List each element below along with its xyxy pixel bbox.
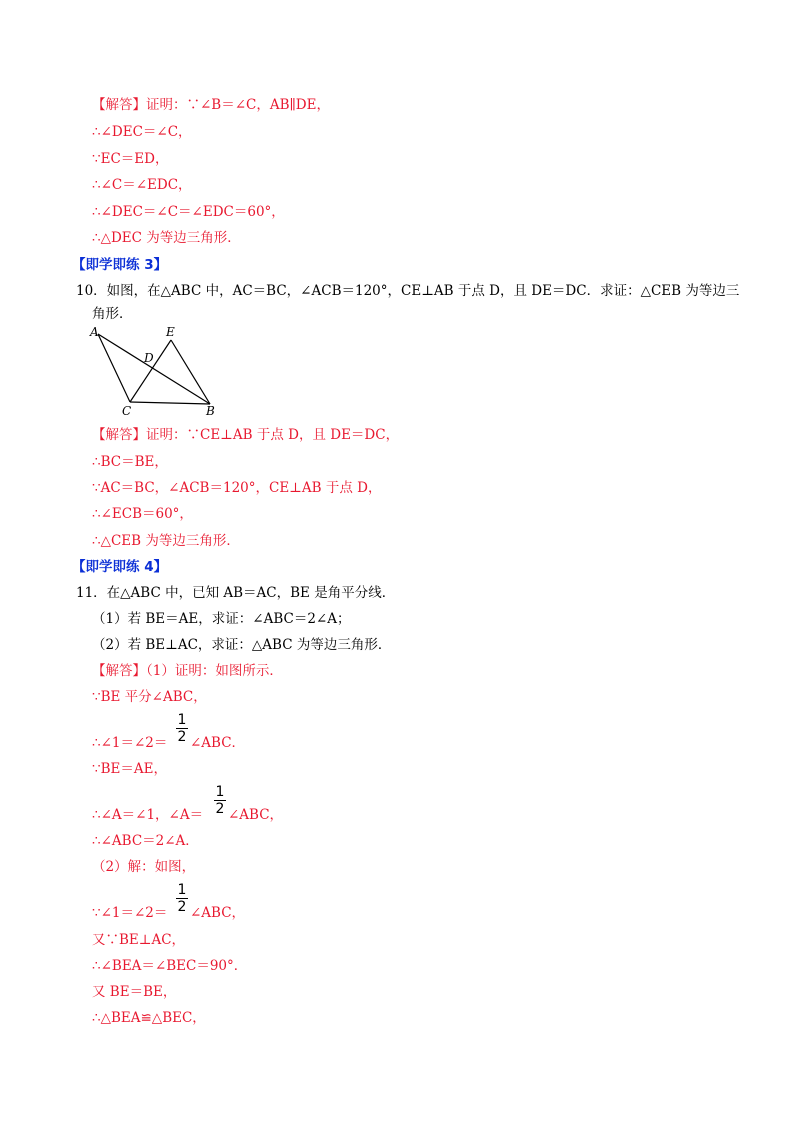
answer-line: 又 BE＝BE， <box>92 984 177 1000</box>
question-text: 角形． <box>92 306 133 322</box>
fraction-numerator: 1 <box>215 784 225 800</box>
geometry-figure <box>84 322 224 422</box>
point-label-a: A <box>90 325 99 339</box>
section-heading: 【即学即练 3】 <box>72 257 168 273</box>
answer-line: ∴△DEC 为等边三角形． <box>92 230 241 246</box>
answer-line: 又∵BE⊥AC， <box>92 932 186 948</box>
fraction-denominator: 2 <box>177 729 187 745</box>
question-text: 11．在△ABC 中，已知 AB＝AC，BE 是角平分线． <box>76 585 396 601</box>
fraction <box>176 883 188 914</box>
answer-line: ∴∠DEC＝∠C， <box>92 124 192 140</box>
fraction-denominator: 2 <box>215 801 225 817</box>
point-label-e: E <box>166 325 175 339</box>
answer-line: ∴∠DEC＝∠C＝∠EDC＝60°， <box>92 204 285 220</box>
answer-line: 【解答】（1）证明：如图所示． <box>92 663 283 679</box>
answer-line: ∵AC＝BC，∠ACB＝120°，CE⊥AB 于点 D， <box>92 480 382 496</box>
point-label-c: C <box>122 404 132 418</box>
answer-line: ∴BC＝BE， <box>92 454 168 470</box>
answer-line: ∠ABC． <box>190 735 246 751</box>
answer-line: （2）解：如图， <box>92 859 196 875</box>
fraction <box>176 713 188 744</box>
fraction <box>214 785 226 816</box>
answer-line: ∵EC＝ED， <box>92 151 169 167</box>
answer-line: ∴∠ABC＝2∠A． <box>92 833 199 849</box>
answer-line: ∴△CEB 为等边三角形． <box>92 533 240 549</box>
answer-line: ∠ABC， <box>228 807 284 823</box>
answer-line: ∴∠A＝∠1，∠A＝ <box>92 807 204 823</box>
fraction-numerator: 1 <box>177 712 187 728</box>
answer-line: ∵BE 平分∠ABC， <box>92 689 207 705</box>
question-subpart: （2）若 BE⊥AC，求证：△ABC 为等边三角形． <box>92 637 392 653</box>
answer-line: ∵∠1＝∠2＝ <box>92 905 168 921</box>
fraction-numerator: 1 <box>177 882 187 898</box>
question-subpart: （1）若 BE＝AE，求证：∠ABC＝2∠A； <box>92 611 351 627</box>
answer-line: ∴△BEA≌△BEC， <box>92 1010 206 1026</box>
answer-line: 【解答】证明：∵CE⊥AB 于点 D，且 DE＝DC， <box>92 427 400 443</box>
question-text: 10．如图，在△ABC 中，AC＝BC，∠ACB＝120°，CE⊥AB 于点 D，且 DE＝DC．求证：△CEB 为等边三 <box>76 283 740 299</box>
section-heading: 【即学即练 4】 <box>72 559 168 575</box>
answer-line: ∠ABC， <box>190 905 246 921</box>
answer-line: ∴∠C＝∠EDC， <box>92 177 192 193</box>
answer-line: ∴∠1＝∠2＝ <box>92 735 168 751</box>
answer-line: 【解答】证明：∵∠B＝∠C，AB∥DE， <box>92 97 330 113</box>
answer-line: ∴∠ECB＝60°， <box>92 506 193 522</box>
fraction-denominator: 2 <box>177 899 187 915</box>
answer-line: ∴∠BEA＝∠BEC＝90°． <box>92 958 248 974</box>
answer-line: ∵BE＝AE， <box>92 761 167 777</box>
point-label-d: D <box>144 351 154 365</box>
point-label-b: B <box>206 404 215 418</box>
